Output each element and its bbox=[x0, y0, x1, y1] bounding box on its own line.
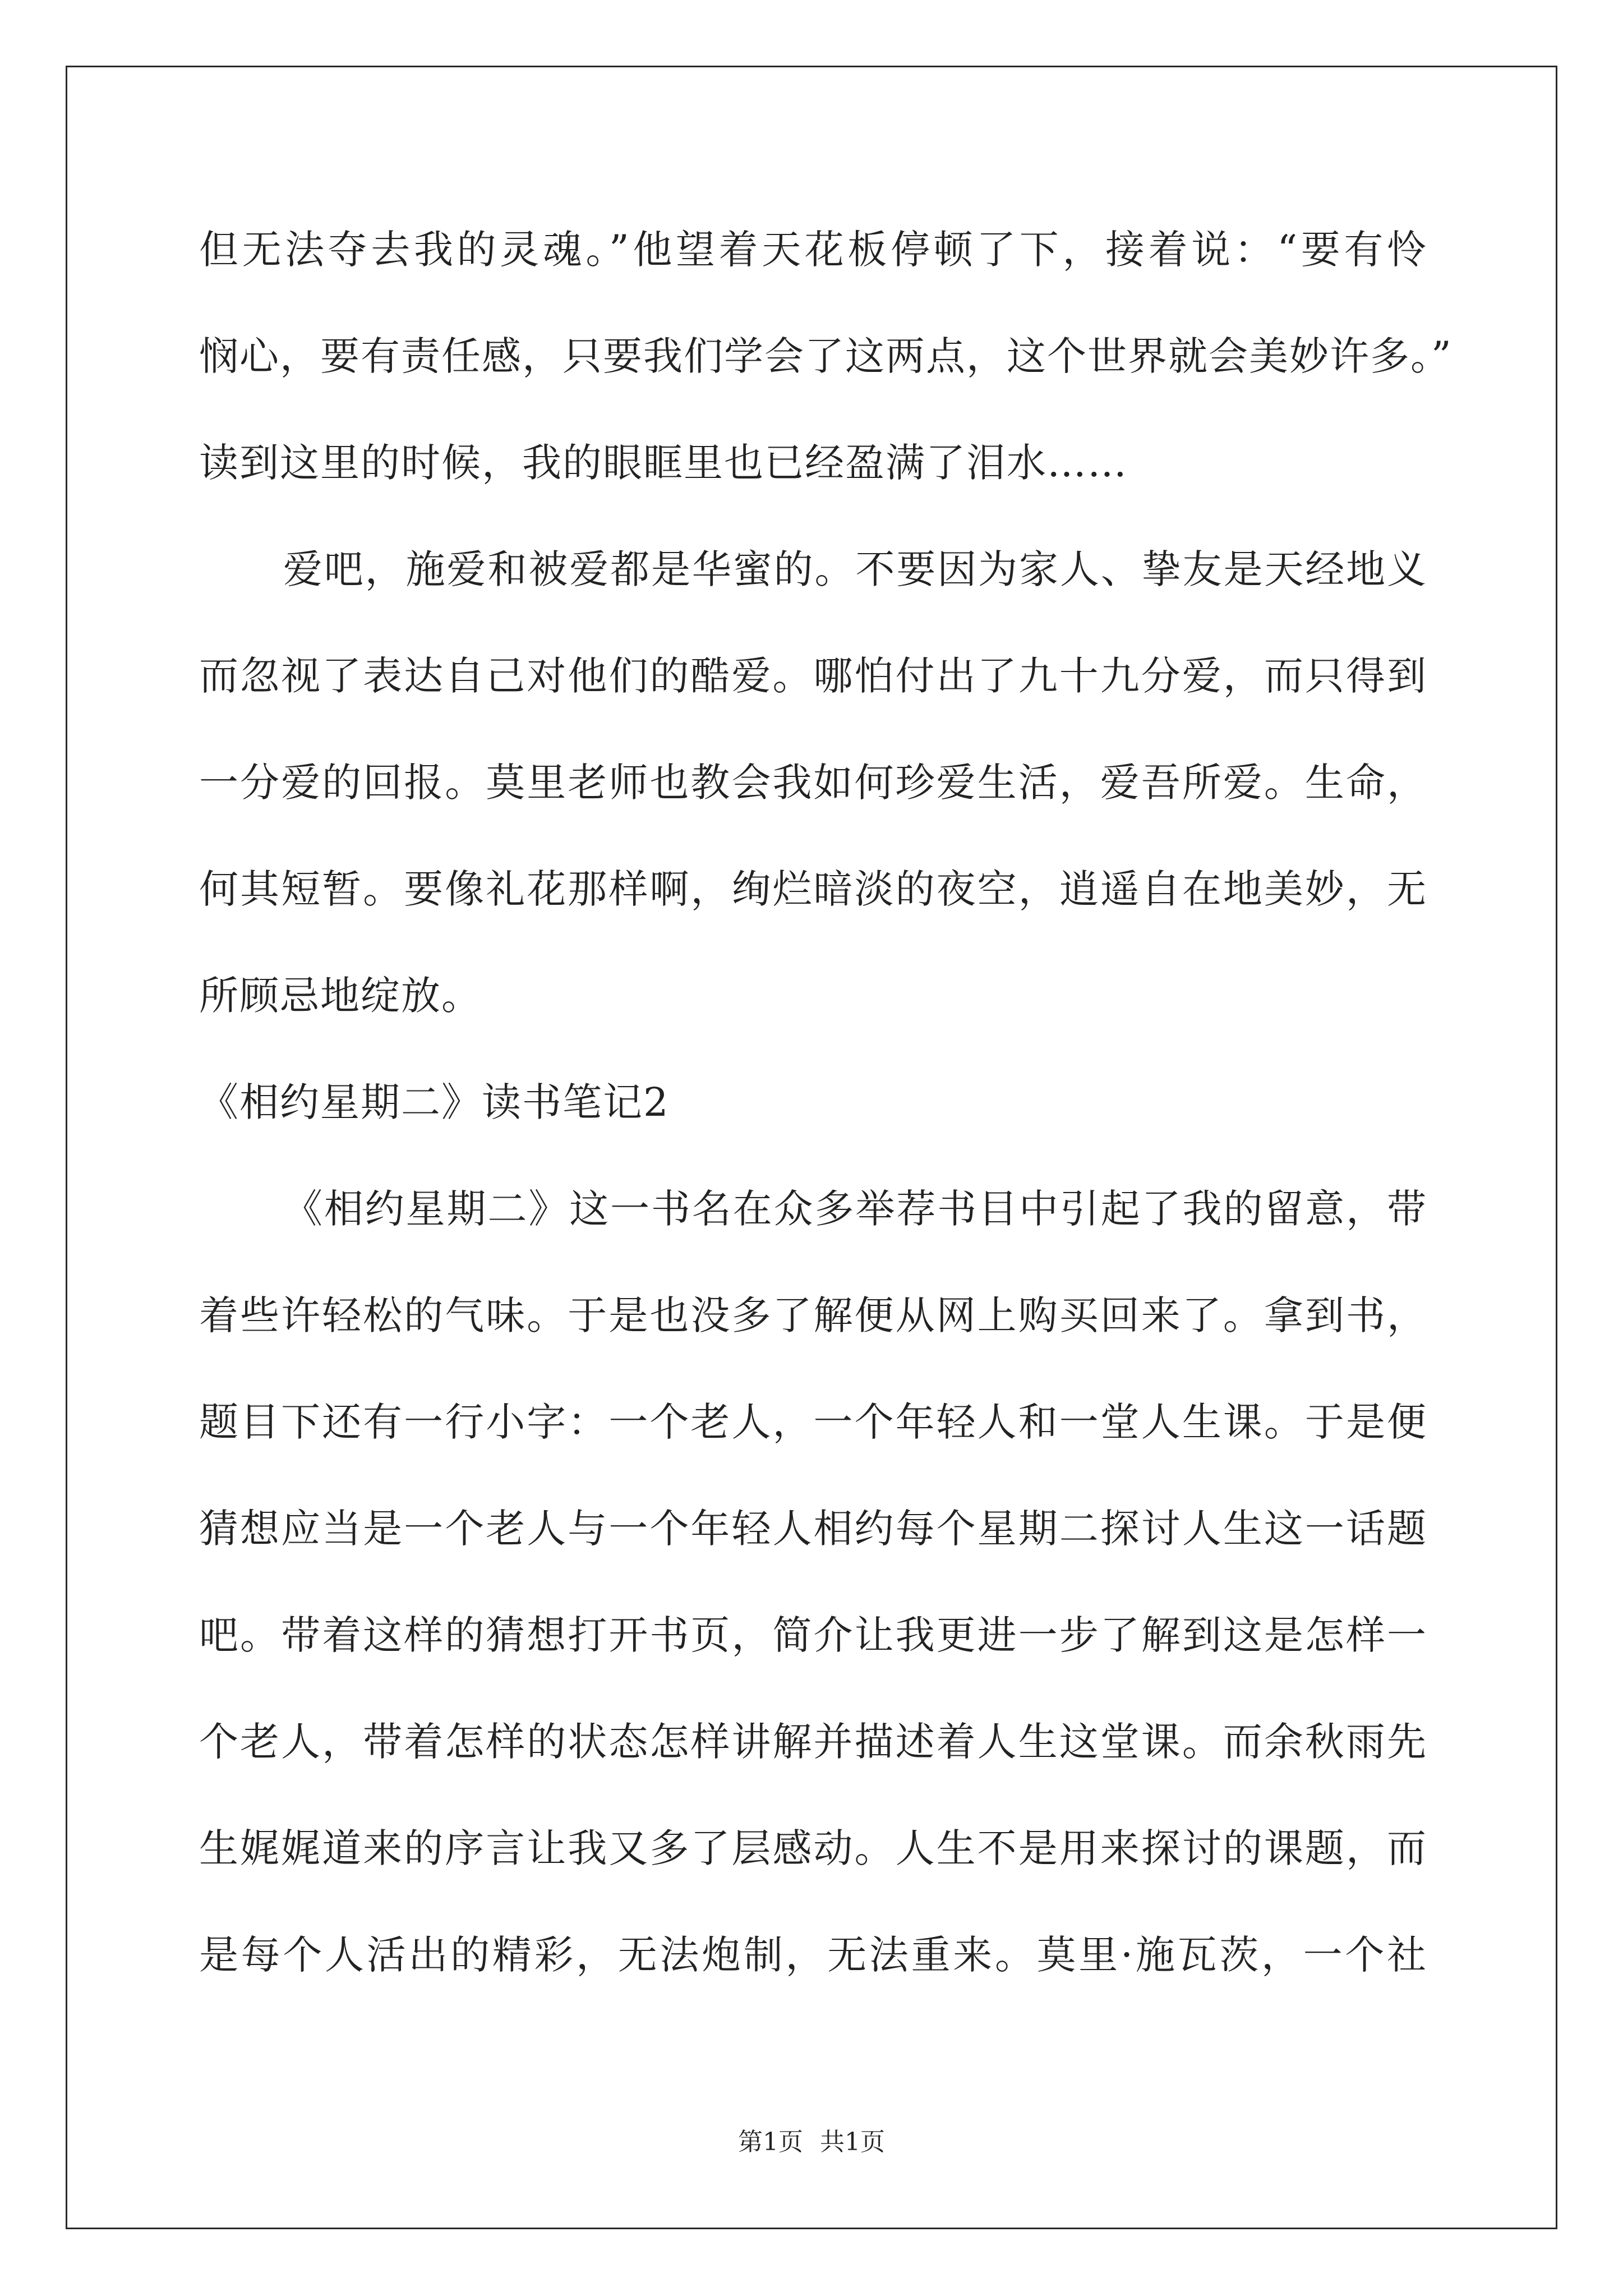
page-number: 第1页 bbox=[738, 2128, 803, 2156]
text-line: 生娓娓道来的序言让我又多了层感动。人生不是用来探讨的课题，而 bbox=[199, 1825, 1427, 1871]
text-line: 但无法夺去我的灵魂。”他望着天花板停顿了下，接着说：“要有怜 bbox=[199, 227, 1427, 273]
page-total: 共1页 bbox=[820, 2128, 885, 2156]
text-line: 题目下还有一行小字：一个老人，一个年轻人和一堂人生课。于是便 bbox=[199, 1399, 1427, 1445]
page-footer bbox=[0, 2130, 1623, 2155]
section-heading: 《相约星期二》读书笔记2 bbox=[199, 1079, 670, 1125]
page-border bbox=[66, 66, 1557, 2229]
text-line: 读到这里的时候，我的眼眶里也已经盈满了泪水…… bbox=[199, 440, 1128, 486]
text-line: 一分爱的回报。莫里老师也教会我如何珍爱生活，爱吾所爱。生命， bbox=[199, 760, 1427, 806]
text-line: 个老人，带着怎样的状态怎样讲解并描述着人生这堂课。而余秋雨先 bbox=[199, 1719, 1427, 1765]
text-line: 所顾忌地绽放。 bbox=[199, 973, 482, 1019]
text-line: 悯心，要有责任感，只要我们学会了这两点，这个世界就会美妙许多。” bbox=[199, 333, 1453, 379]
text-line: 何其短暂。要像礼花那样啊，绚烂暗淡的夜空，逍遥自在地美妙，无 bbox=[199, 866, 1427, 912]
text-line: 猜想应当是一个老人与一个年轻人相约每个星期二探讨人生这一话题 bbox=[199, 1506, 1427, 1552]
text-line: 吧。带着这样的猜想打开书页，简介让我更进一步了解到这是怎样一 bbox=[199, 1612, 1427, 1658]
paragraph-first-line: 爱吧，施爱和被爱都是华蜜的。不要因为家人、挚友是天经地义 bbox=[283, 546, 1427, 592]
text-line: 着些许轻松的气味。于是也没多了解便从网上购买回来了。拿到书， bbox=[199, 1292, 1427, 1338]
text-line: 而忽视了表达自己对他们的酷爱。哪怕付出了九十九分爱，而只得到 bbox=[199, 653, 1427, 699]
paragraph-first-line: 《相约星期二》这一书名在众多举荐书目中引起了我的留意，带 bbox=[283, 1186, 1427, 1232]
text-line: 是每个人活出的精彩，无法炮制，无法重来。莫里·施瓦茨，一个社 bbox=[199, 1932, 1427, 1978]
